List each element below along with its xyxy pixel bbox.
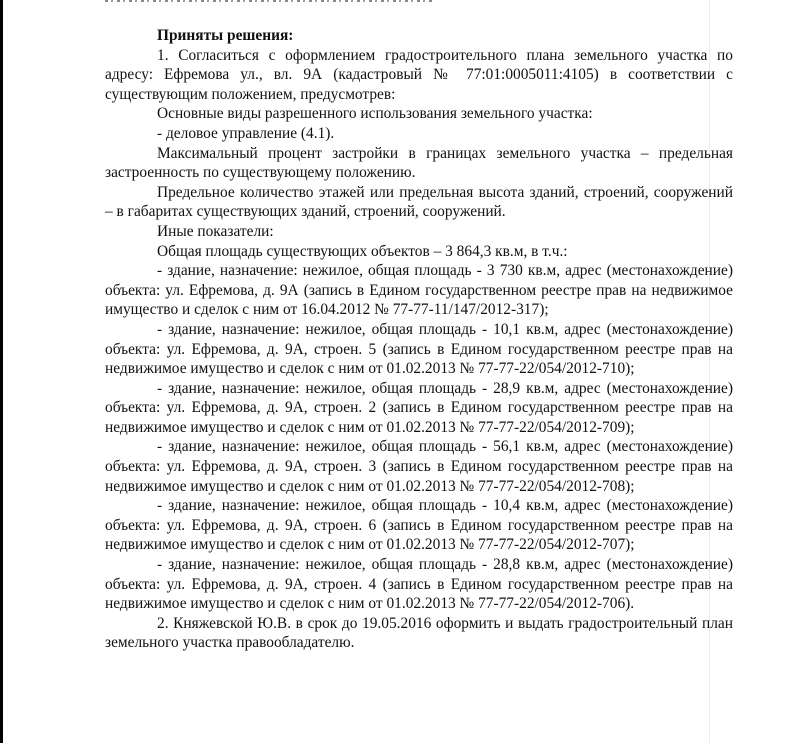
decision-2: 2. Княжевской Ю.В. в срок до 19.05.2016 оформить и выдать градостроительный план земельного участка правообладателю. xyxy=(105,614,733,652)
total-area: Общая площадь существующих объектов – 3 864,3 кв.м, в т.ч.: xyxy=(157,242,568,260)
scan-edge xyxy=(0,0,3,743)
usage-types-label: Основные виды разрешенного использования земельного участка: xyxy=(157,105,593,123)
max-build-percent: Максимальный процент застройки в границах земельного участка – предельная застроенность по существующему положению. xyxy=(105,144,733,182)
cut-off-text-line xyxy=(105,0,435,2)
building-item: - здание, назначение: нежилое, общая площадь - 28,9 кв.м, адрес (местонахождение) объекта: ул. Ефремова, д. 9А, строен. 2 (запись в Едином государственном реестре прав на недвижимое имущество и сделок с ним от 01.02.2013 № 77-77-22/054/2012-709); xyxy=(105,379,733,436)
building-item: - здание, назначение: нежилое, общая площадь - 56,1 кв.м, адрес (местонахождение) объекта: ул. Ефремова, д. 9А, строен. 3 (запись в Едином государственном реестре прав на недвижимое имущество и сделок с ним от 01.02.2013 № 77-77-22/054/2012-708); xyxy=(105,438,733,495)
usage-type-item: - деловое управление (4.1). xyxy=(157,124,335,142)
max-floors: Предельное количество этажей или предельная высота зданий, строений, сооружений – в габаритах существующих зданий, строений, сооружений. xyxy=(105,183,733,221)
building-item: - здание, назначение: нежилое, общая площадь - 10,1 кв.м, адрес (местонахождение) объекта: ул. Ефремова, д. 9А, строен. 5 (запись в Едином государственном реестре прав на недвижимое имущество и сделок с ним от 01.02.2013 № 77-77-22/054/2012-710); xyxy=(105,320,733,378)
document-page xyxy=(105,26,733,653)
section-heading: Приняты решения: xyxy=(157,27,294,44)
other-indicators-label: Иные показатели: xyxy=(157,222,274,240)
building-item: - здание, назначение: нежилое, общая площадь - 28,8 кв.м, адрес (местонахождение) объекта: ул. Ефремова, д. 9А, строен. 4 (запись в Едином государственном реестре прав на недвижимое имущество и сделок с ним от 01.02.2013 № 77-77-22/054/2012-706). xyxy=(105,556,733,613)
decision-1: 1. Согласиться с оформлением градостроительного плана земельного участка по адресу: Ефремова ул., вл. 9А (кадастровый № 77:01:0005011:4105) в соответствии с существующим положением, предусмотрев: xyxy=(105,46,733,103)
building-item: - здание, назначение: нежилое, общая площадь - 3 730 кв.м, адрес (местонахождение) объекта: ул. Ефремова, д. 9А (запись в Едином государственном реестре прав на недвижимое имущество и сделок с ним от 16.04.2012 № 77-77-11/147/2012-317); xyxy=(105,262,733,319)
building-item: - здание, назначение: нежилое, общая площадь - 10,4 кв.м, адрес (местонахождение) объекта: ул. Ефремова, д. 9А, строен. 6 (запись в Едином государственном реестре прав на недвижимое имущество и сделок с ним от 01.02.2013 № 77-77-22/054/2012-707); xyxy=(105,497,733,554)
